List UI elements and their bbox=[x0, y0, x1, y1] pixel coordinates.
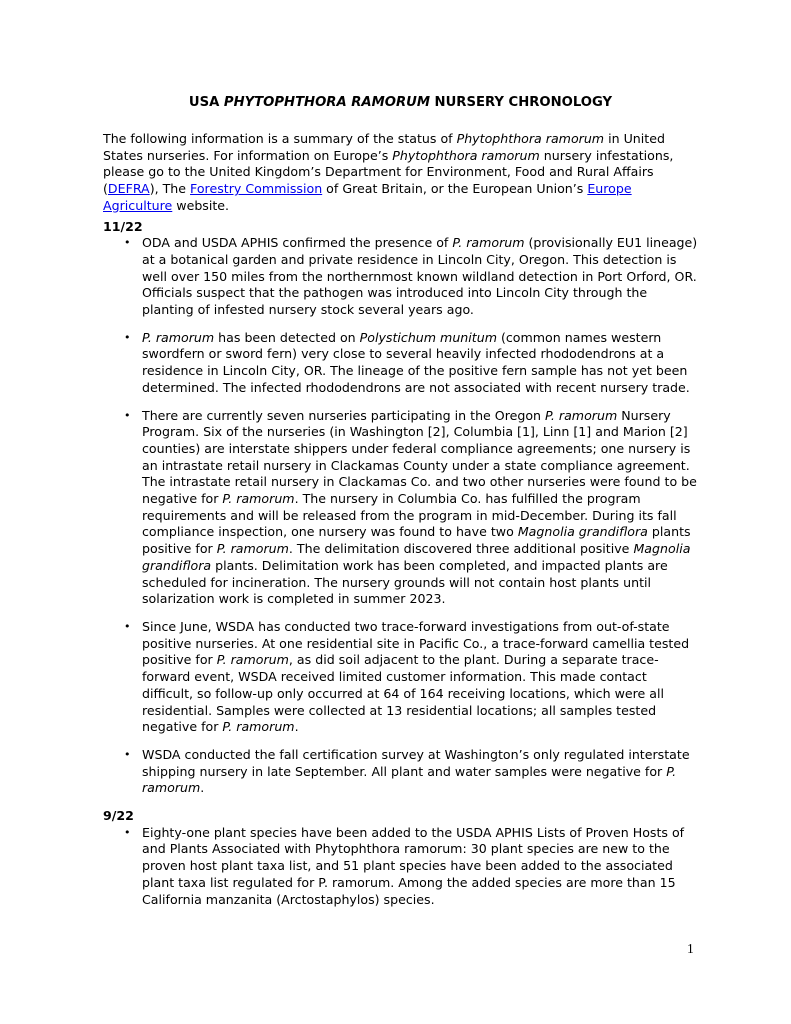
text-run: P. ramorum bbox=[222, 491, 295, 507]
text-run: nursery infestations, please go to the United Kingdom’s Department for Environment, Food and Rural Affairs ( bbox=[103, 147, 674, 197]
section-date-heading: 9/22 bbox=[103, 808, 134, 824]
text-run: Phytophthora ramorum bbox=[456, 131, 605, 146]
chronology-sections bbox=[103, 219, 698, 909]
link-defra[interactable]: DEFRA bbox=[107, 181, 150, 197]
text-run: P. ramorum bbox=[452, 235, 525, 251]
text-run: Polystichum munitum bbox=[359, 329, 497, 345]
bullet-item bbox=[103, 408, 698, 608]
section-date-heading: 11/22 bbox=[103, 218, 143, 234]
text-run: Magnolia grandiflora bbox=[517, 524, 648, 540]
bullet-icon: • bbox=[124, 747, 131, 761]
text-run: P. ramorum bbox=[142, 329, 215, 345]
text-run: P. ramorum bbox=[216, 652, 289, 668]
text-run: ), The bbox=[149, 181, 191, 197]
text-run: has been detected on bbox=[214, 329, 360, 345]
text-run: in United States nurseries. For information on Europe’s bbox=[103, 131, 665, 163]
text-run: USA bbox=[188, 95, 224, 110]
text-run: . bbox=[200, 780, 205, 796]
bullet-text bbox=[142, 747, 698, 797]
text-run: Eighty-one plant species have been added to the USDA APHIS Lists of Proven Hosts of and Plants Associated with Phytophthora ramorum: 30 plant species are new to the proven host plant taxa list, and 51 plant species have been added to the associated plant taxa list regulated for P. ramorum. Among the added species are more than 15 California manzanita (Arctostaphylos) species. bbox=[142, 824, 685, 907]
text-run: ODA and USDA APHIS confirmed the presence of bbox=[142, 235, 453, 251]
bullet-item bbox=[103, 330, 698, 397]
text-run: PHYTOPHTHORA RAMORUM bbox=[223, 95, 430, 110]
bullet-list bbox=[103, 825, 698, 909]
text-run: of Great Britain, or the European Union’s bbox=[322, 181, 588, 197]
text-run: (provisionally EU1 lineage) at a botanical garden and private residence in Lincoln City, Oregon. This detection is well over 150 miles from the northernmost known wildland detection in Port Orford, OR. Officials suspect that the pathogen was introduced into Lincoln City through the planting of infested nursery stock several years ago. bbox=[142, 235, 698, 318]
text-run: website. bbox=[172, 197, 230, 213]
text-run: , as did soil adjacent to the plant. During a separate trace-forward event, WSDA received limited customer information. This made contact difficult, so follow-up only occurred at 64 of 164 receiving locations, which were all residential. Samples were collected at 13 residential locations; all samples tested negative for bbox=[142, 652, 664, 735]
text-run: . The delimitation discovered three additional positive bbox=[288, 541, 634, 557]
text-run: There are currently seven nurseries participating in the Oregon bbox=[142, 407, 546, 423]
text-run: . bbox=[294, 719, 299, 735]
bullet-item bbox=[103, 235, 698, 319]
text-run: Magnolia grandiflora bbox=[142, 541, 691, 573]
bullet-icon: • bbox=[124, 236, 131, 250]
text-run: Nursery Program. Six of the nurseries (in Washington [2], Columbia [1], Linn [1] and Marion [2] counties) are interstate shippers under federal compliance agreements; one nursery is an intrastate retail nursery in Clackamas County under a state compliance agreement. The intrastate retail nursery in Clackamas Co. and two other nurseries were found to be negative for bbox=[142, 407, 697, 507]
bullet-text bbox=[142, 408, 698, 608]
bullet-text bbox=[142, 619, 698, 736]
bullet-text bbox=[142, 825, 698, 909]
text-run: Since June, WSDA has conducted two trace-forward investigations from out-of-state positive nurseries. At one residential site in Pacific Co., a trace-forward camellia tested positive for bbox=[142, 618, 690, 668]
bullet-icon: • bbox=[124, 619, 131, 633]
text-run: P. ramorum bbox=[545, 407, 618, 423]
bullet-icon: • bbox=[124, 330, 131, 344]
bullet-icon: • bbox=[124, 408, 131, 422]
page-title bbox=[103, 94, 698, 111]
text-run: P. ramorum bbox=[222, 719, 295, 735]
link-europe-agriculture[interactable]: Europe Agriculture bbox=[103, 181, 632, 213]
text-run: P. ramorum bbox=[142, 763, 677, 796]
text-run: . The nursery in Columbia Co. has fulfilled the program requirements and will be released from the program in mid-December. During its fall compliance inspection, one nursery was found to have two bbox=[142, 491, 677, 540]
bullet-text bbox=[142, 235, 698, 319]
text-run: Phytophthora ramorum bbox=[392, 147, 540, 163]
bullet-item bbox=[103, 619, 698, 736]
bullet-item bbox=[103, 825, 698, 909]
bullet-icon: • bbox=[124, 825, 131, 839]
text-run: WSDA conducted the fall certification survey at Washington’s only regulated interstate shipping nursery in late September. All plant and water samples were negative for bbox=[142, 746, 690, 779]
text-run: plants. Delimitation work has been completed, and impacted plants are scheduled for incineration. The nursery grounds will not contain host plants until solarization work is completed in summer 2023. bbox=[142, 557, 668, 607]
bullet-text bbox=[142, 330, 698, 397]
intro-paragraph bbox=[103, 131, 698, 215]
text-run: P. ramorum bbox=[216, 541, 289, 557]
page-number: 1 bbox=[687, 941, 694, 956]
bullet-list bbox=[103, 235, 698, 797]
text-run: NURSERY CHRONOLOGY bbox=[429, 95, 613, 110]
text-run: (common names western swordfern or sword fern) very close to several heavily infected rhododendrons at a residence in Lincoln City, OR. The lineage of the positive fern sample has not yet been determined. The infected rhododendrons are not associated with recent nursery trade. bbox=[142, 329, 690, 395]
text-run: The following information is a summary of the status of bbox=[103, 131, 457, 146]
text-run: plants positive for bbox=[142, 524, 691, 557]
link-forestry-commission[interactable]: Forestry Commission bbox=[190, 181, 323, 197]
bullet-item bbox=[103, 747, 698, 797]
